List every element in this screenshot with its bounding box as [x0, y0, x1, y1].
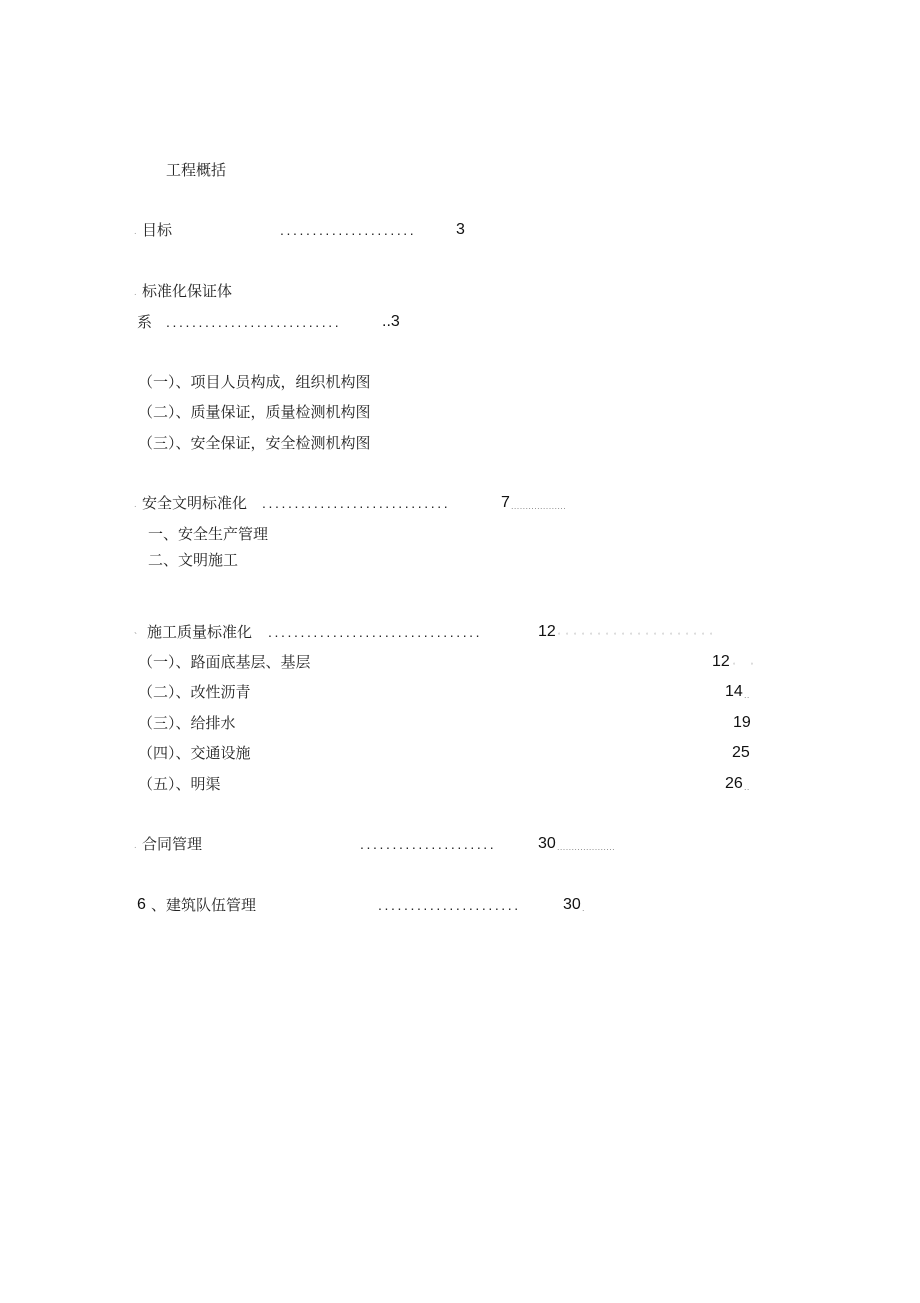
toc-entry-safety-label: 安全文明标准化: [142, 494, 248, 512]
toc-subentry-modified-asphalt: （二）、改性沥青: [138, 683, 251, 701]
toc-entry-system-label-line1: 标准化保证体: [142, 282, 233, 300]
system-leader: ...........................: [166, 314, 342, 330]
open-channel-trail: ..: [744, 782, 750, 792]
quality-marker: 、: [134, 626, 142, 635]
contract-trail: ....................: [557, 842, 616, 852]
toc-entry-goal-label: 目标: [142, 221, 173, 239]
system-page: ..3: [382, 313, 400, 330]
toc-entry-quality-label: 施工质量标准化: [147, 623, 253, 641]
contract-leader: .....................: [360, 836, 497, 852]
toc-subentry-civilized-construction: 二、文明施工: [148, 551, 239, 569]
base-course-page: 12: [712, 653, 730, 670]
water-drainage-page: 19: [733, 714, 751, 731]
open-channel-page: 26: [725, 775, 743, 792]
toc-heading: 工程概括: [166, 161, 227, 179]
toc-subentry-org-chart: （一）、项目人员构成，组织机构图: [138, 373, 371, 391]
quality-trail: 。。。。。。。。。。。。。。。。。。。。: [558, 629, 722, 636]
toc-subentry-water-drainage: （三）、给排水: [138, 714, 236, 732]
team-number: 6: [137, 896, 146, 913]
toc-subentry-open-channel: （五）、明渠: [138, 775, 221, 793]
toc-subentry-quality-chart: （二）、质量保证，质量检测机构图: [138, 403, 371, 421]
quality-page: 12: [538, 623, 556, 640]
team-trail: .: [582, 903, 585, 913]
safety-trail: ...................: [511, 501, 567, 511]
toc-subentry-safety-chart: （三）、安全保证，安全检测机构图: [138, 434, 371, 452]
toc-subentry-traffic-facilities: （四）、交通设施: [138, 744, 251, 762]
safety-leader: .............................: [262, 495, 451, 511]
toc-subentry-base-course: （一）、路面底基层、基层: [138, 653, 311, 671]
toc-entry-contract-label: 合同管理: [142, 835, 203, 853]
goal-marker: .: [134, 227, 137, 236]
toc-entry-team-label: 、建筑队伍管理: [151, 896, 257, 914]
system-marker: .: [134, 288, 137, 297]
safety-page: 7: [501, 494, 510, 511]
contract-page: 30: [538, 835, 556, 852]
team-page: 30: [563, 896, 581, 913]
modified-asphalt-page: 14: [725, 683, 743, 700]
traffic-facilities-page: 25: [732, 744, 750, 761]
toc-entry-system-label-line2: 系: [137, 313, 153, 331]
modified-asphalt-trail: ..: [744, 690, 750, 700]
quality-leader: .................................: [268, 624, 483, 640]
team-leader: ......................: [378, 897, 521, 913]
toc-subentry-safety-production: 一、安全生产管理: [148, 525, 269, 543]
safety-marker: .: [134, 500, 137, 509]
goal-leader: .....................: [280, 222, 417, 238]
contract-marker: .: [134, 841, 137, 850]
base-course-trail: 。 。: [733, 659, 762, 666]
goal-page: 3: [456, 221, 465, 238]
